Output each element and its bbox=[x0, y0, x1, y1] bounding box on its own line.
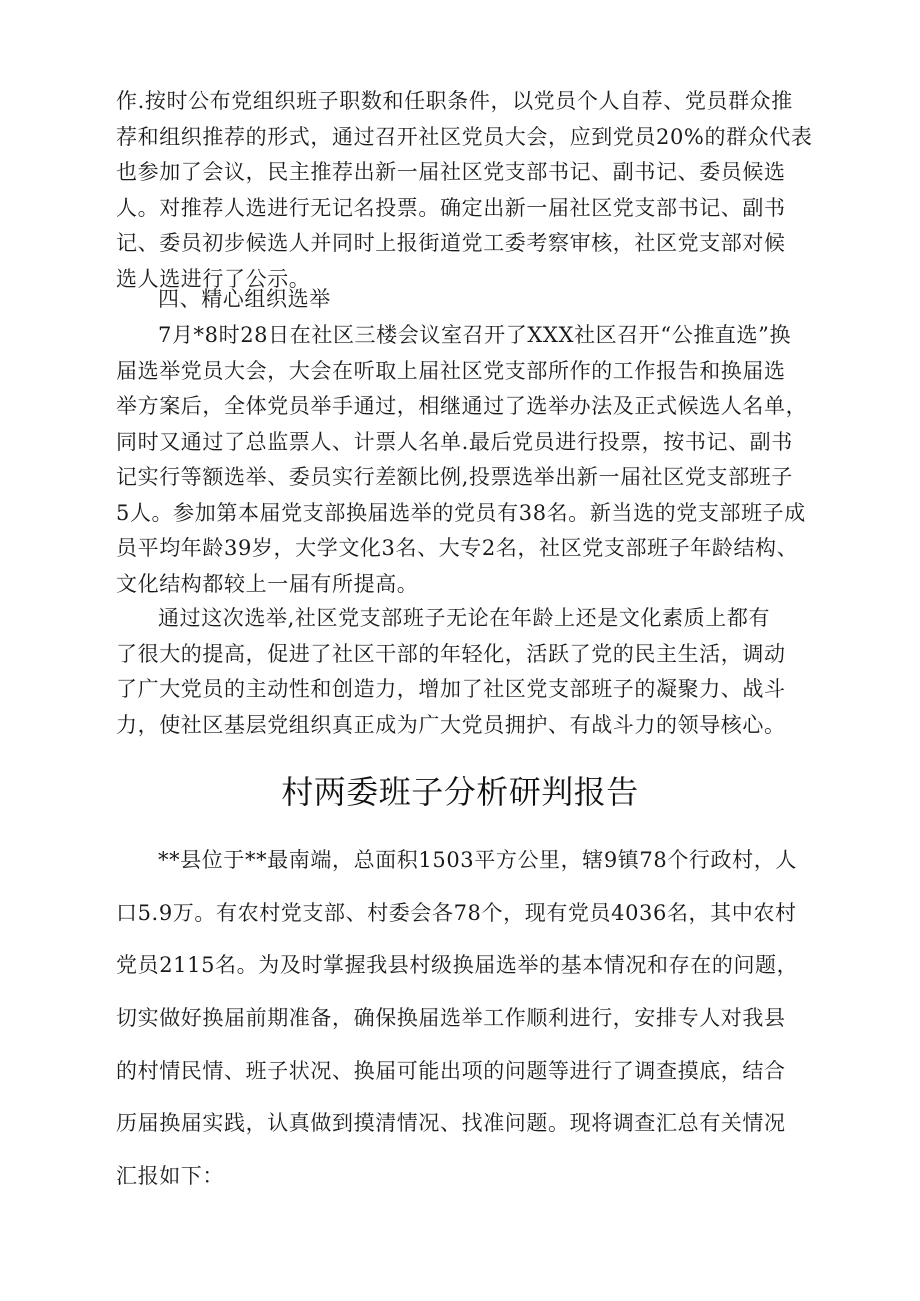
text-line: 了很大的提高，促进了社区干部的年轻化，活跃了党的民主生活，调动 bbox=[116, 641, 786, 666]
paragraph-candidate-recommendation bbox=[116, 84, 830, 297]
section-heading: 四、精心组织选举 bbox=[158, 287, 331, 311]
text-line: 届选举党员大会，大会在听取上届社区党支部所作的工作报告和换届选 bbox=[116, 358, 786, 383]
text-line: 历届换届实践，认真做到摸清情况、找准问题。现将调查汇总有关情况 bbox=[116, 1111, 786, 1136]
text-line: 文化结构都较上一届有所提高。 bbox=[116, 571, 419, 596]
text-line: 作.按时公布党组织班子职数和任职条件，以党员个人自荐、党员群众推 bbox=[116, 89, 793, 113]
report-title: 村两委班子分析研判报告 bbox=[281, 773, 639, 811]
paragraph-election-meeting bbox=[116, 318, 830, 602]
text-line: 通过这次选举,社区党支部班子无论在年龄上还是文化素质上都有 bbox=[158, 606, 771, 630]
text-line: 记、委员初步候选人并同时上报街道党工委考察审核，社区党支部对候 bbox=[116, 231, 786, 255]
text-line: 荐和组织推荐的形式，通过召开社区党员大会，应到党员20%的群众代表 bbox=[116, 124, 813, 149]
text-line: 记实行等额选举、委员实行差额比例,投票选举出新一届社区党支部班子 bbox=[116, 465, 793, 489]
text-line: 也参加了会议，民主推荐出新一届社区党支部书记、副书记、委员候选 bbox=[116, 160, 786, 184]
text-line: 5人。参加第本届党支部换届选举的党员有38名。新当选的党支部班子成 bbox=[116, 500, 806, 525]
text-line: 汇报如下： bbox=[116, 1164, 224, 1189]
text-line: 7月*8时28日在社区三楼会议室召开了XXX社区召开“公推直选”换 bbox=[158, 323, 792, 347]
text-line: 同时又通过了总监票人、计票人名单.最后党员进行投票，按书记、副书 bbox=[116, 429, 793, 454]
paragraph-election-results bbox=[116, 601, 830, 743]
text-line: 切实做好换届前期准备，确保换届选举工作顺利进行，安排专人对我县 bbox=[116, 1006, 786, 1031]
text-line: 了广大党员的主动性和创造力，增加了社区党支部班子的凝聚力、战斗 bbox=[116, 677, 786, 701]
text-line: 的村情民情、班子状况、换届可能出项的问题等进行了调查摸底，结合 bbox=[116, 1058, 786, 1083]
paragraph-county-overview bbox=[116, 834, 830, 1203]
text-line: 选人选进行了公示。 bbox=[116, 266, 311, 291]
text-line: 人。对推荐人选进行无记名投票。确定出新一届社区党支部书记、副书 bbox=[116, 195, 786, 220]
text-line: 党员2115名。为及时掌握我县村级换届选举的基本情况和存在的问题， bbox=[116, 953, 799, 978]
text-line: 举方案后，全体党员举手通过，相继通过了选举办法及正式候选人名单， bbox=[116, 394, 808, 418]
text-line: 口5.9万。有农村党支部、村委会各78个，现有党员4036名，其中农村 bbox=[116, 900, 797, 925]
text-line: 员平均年龄39岁，大学文化3名、大专2名，社区党支部班子年龄结构、 bbox=[116, 536, 799, 560]
text-line: 力，使社区基层党组织真正成为广大党员拥护、有战斗力的领导核心。 bbox=[116, 712, 786, 737]
text-line: **县位于**最南端，总面积1503平方公里，辖9镇78个行政村，人 bbox=[158, 848, 797, 872]
